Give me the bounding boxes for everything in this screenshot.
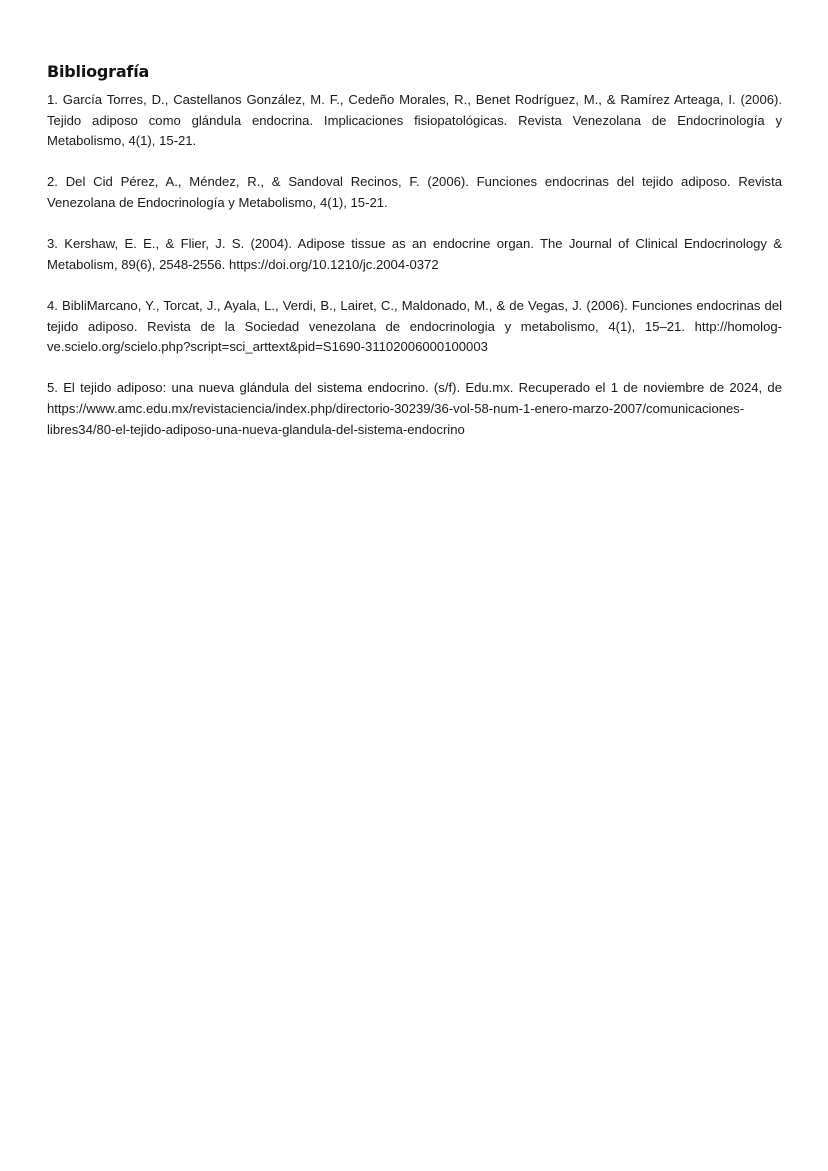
reference-item bbox=[47, 296, 782, 358]
reference-item bbox=[47, 234, 782, 275]
reference-text: García Torres, D., Castellanos González, M. F., Cedeño Morales, R., Benet Rodríguez, M., & Ramírez Arteaga, I. (2006). Tejido adiposo como glándula endocrina. Implicaciones fisiopatológicas. Revista Venezolana de Endocrinología y Metabolismo, 4(1), 15-21. bbox=[47, 92, 783, 149]
reference-number: 1. bbox=[47, 92, 58, 107]
reference-item bbox=[47, 172, 782, 213]
reference-number: 2. bbox=[47, 174, 58, 190]
bibliography-heading: Bibliografía bbox=[47, 62, 150, 81]
reference-item bbox=[47, 378, 782, 440]
reference-number: 5. bbox=[47, 380, 58, 396]
reference-text: BibliMarcano, Y., Torcat, J., Ayala, L., Verdi, B., Lairet, C., Maldonado, M., & de Vegas, J. (2006). Funciones endocrinas del tejido adiposo. Revista de la Sociedad venezolana de endocrinologia y metabolismo, 4(1), 15–21. http://homolog-ve.scielo.org/scielo.php?script=sci_arttext&pid=S1690-31102006000100003 bbox=[47, 297, 783, 355]
reference-text: El tejido adiposo: una nueva glándula del sistema endocrino. (s/f). Edu.mx. Recuperado el 1 de noviembre de 2024, de https://www.amc.edu.mx/revistaciencia/index.php/directorio-30239/36-vol-58-num-1-enero-marzo-2007/comunicaciones-libres34/80-el-tejido-adiposo-una-nueva-glandula-del-sistema-endocrino bbox=[47, 380, 782, 437]
reference-number: 4. bbox=[47, 297, 58, 313]
reference-list bbox=[47, 90, 782, 440]
document-page bbox=[47, 60, 782, 461]
reference-number: 3. bbox=[47, 236, 58, 252]
reference-text: Del Cid Pérez, A., Méndez, R., & Sandoval Recinos, F. (2006). Funciones endocrinas del tejido adiposo. Revista Venezolana de Endocrinología y Metabolismo, 4(1), 15-21. bbox=[47, 174, 783, 210]
reference-text: Kershaw, E. E., & Flier, J. S. (2004). Adipose tissue as an endocrine organ. The Journal of Clinical Endocrinology & Metabolism, 89(6), 2548-2556. https://doi.org/10.1210/jc.2004-0372 bbox=[47, 236, 782, 272]
reference-item bbox=[47, 90, 782, 152]
